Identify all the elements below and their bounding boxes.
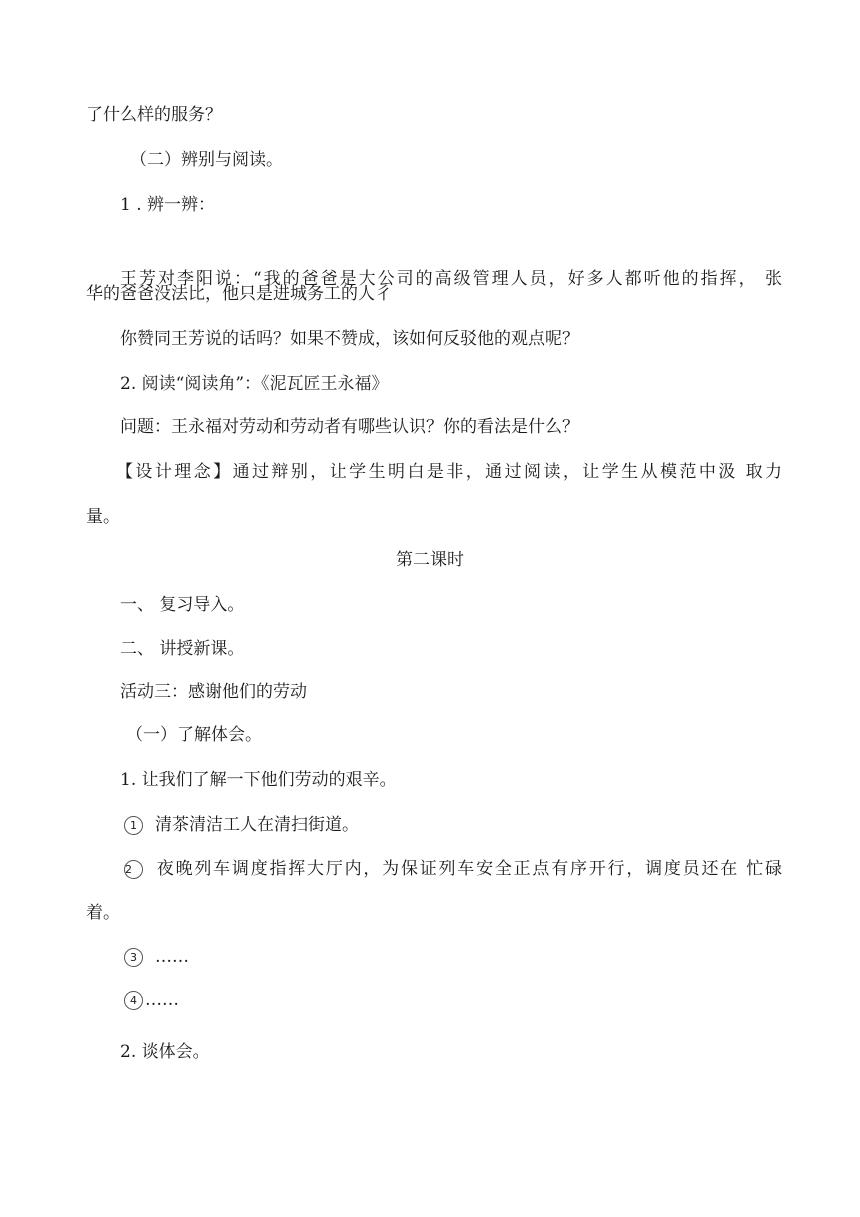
list-item <box>124 857 782 881</box>
paragraph: 2. 谈体会。 <box>120 1042 210 1062</box>
list-item-text: …… <box>145 990 179 1010</box>
lesson-heading: 第二课时 <box>396 550 464 570</box>
list-item-text: 夜晚列车调度指挥大厅内，为保证列车安全正点有序开行，调度员还在 忙碌 <box>155 859 782 879</box>
item-number: 2 <box>124 860 143 879</box>
paragraph: 二、 讲授新课。 <box>120 639 245 659</box>
section-heading: （二）辨别与阅读。 <box>130 150 283 170</box>
paragraph: 问题：王永福对劳动和劳动者有哪些认识？你的看法是什么？ <box>120 417 579 437</box>
paragraph: 华的爸爸没法比，他只是进城务工的人彳 <box>86 284 392 304</box>
paragraph: 王芳对李阳说：“我的爸爸是大公司的高级管理人员，好多人都听他的指挥， 张 <box>120 269 782 289</box>
paragraph: （一）了解体会。 <box>126 725 262 745</box>
paragraph: 2. 阅读“阅读角”：《泥瓦匠王永福》 <box>120 374 389 394</box>
paragraph: 量。 <box>86 507 120 527</box>
paragraph: 了什么样的服务？ <box>86 105 222 125</box>
list-item <box>124 945 189 969</box>
item-number: 4 <box>124 991 143 1010</box>
paragraph: 一、 复习导入。 <box>120 595 245 615</box>
paragraph: 1 . 辨一辨： <box>120 195 216 215</box>
paragraph: 活动三：感谢他们的劳动 <box>120 682 307 702</box>
list-item-text: …… <box>155 947 189 967</box>
item-number: 1 <box>124 816 143 835</box>
list-item <box>124 813 359 837</box>
list-item <box>124 988 179 1012</box>
list-item-text: 清茶清洁工人在清扫街道。 <box>155 815 359 835</box>
item-number: 3 <box>124 948 143 967</box>
paragraph: 1. 让我们了解一下他们劳动的艰辛。 <box>120 770 397 790</box>
paragraph: 你赞同王芳说的话吗？如果不赞成，该如何反驳他的观点呢？ <box>120 329 579 349</box>
paragraph: 【设计理念】通过辩别，让学生明白是非，通过阅读，让学生从模范中汲 取力 <box>116 462 782 482</box>
paragraph: 着。 <box>86 903 120 923</box>
